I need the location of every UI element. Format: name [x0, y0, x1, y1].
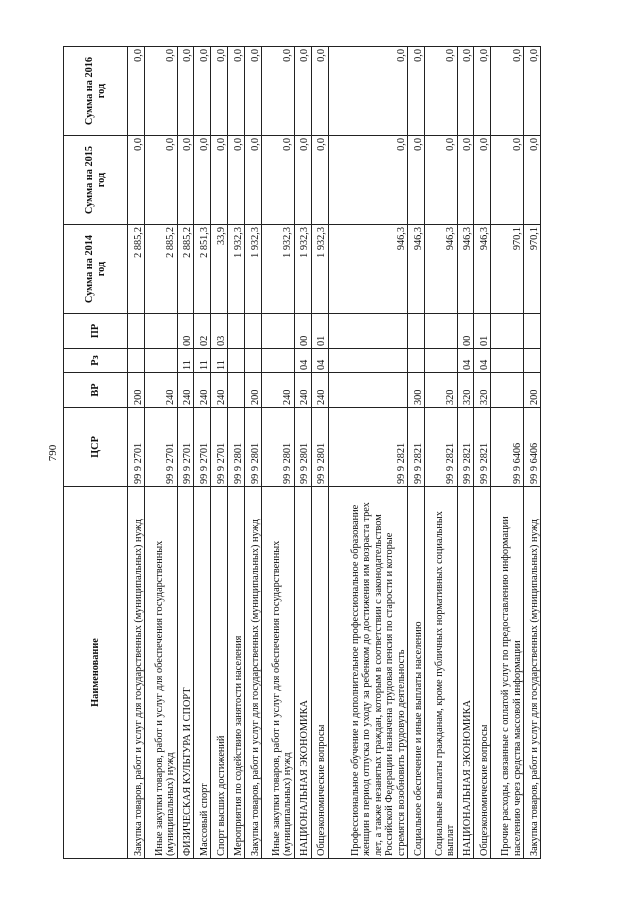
- cell-rz: [424, 349, 457, 373]
- cell-sum-2014: 946,3: [457, 225, 474, 314]
- cell-rz: 04: [474, 349, 491, 373]
- cell-name: Общеэкономические вопросы: [474, 487, 491, 859]
- cell-sum-2016: 0,0: [311, 47, 328, 136]
- cell-csr: 99 9 2821: [424, 408, 457, 487]
- cell-sum-2016: 0,0: [474, 47, 491, 136]
- cell-csr: 99 9 6406: [523, 408, 540, 487]
- header-sum-2016: Сумма на 2016 год: [64, 47, 128, 136]
- cell-sum-2015: 0,0: [262, 136, 295, 225]
- header-vr: ВР: [64, 373, 128, 408]
- table-row: [523, 47, 540, 859]
- cell-sum-2016: 0,0: [144, 47, 177, 136]
- cell-pr: [228, 314, 245, 349]
- table-row: [245, 47, 262, 859]
- cell-csr: 99 9 2701: [144, 408, 177, 487]
- cell-sum-2016: 0,0: [294, 47, 311, 136]
- cell-pr: 01: [474, 314, 491, 349]
- cell-sum-2015: 0,0: [457, 136, 474, 225]
- cell-name: Прочие расходы, связанные с оплатой услуг по предоставлению информации населению через средства массовой информации: [491, 487, 524, 859]
- cell-vr: [228, 373, 245, 408]
- cell-vr: 240: [194, 373, 211, 408]
- header-sum-2014: Сумма на 2014 год: [64, 225, 128, 314]
- cell-sum-2016: 0,0: [262, 47, 295, 136]
- cell-name: Общеэкономические вопросы: [311, 487, 328, 859]
- cell-sum-2015: 0,0: [474, 136, 491, 225]
- cell-sum-2015: 0,0: [311, 136, 328, 225]
- cell-vr: 300: [408, 373, 425, 408]
- cell-rz: [328, 349, 407, 373]
- cell-csr: 99 9 2801: [294, 408, 311, 487]
- table-row: [211, 47, 228, 859]
- cell-name: Иные закупки товаров, работ и услуг для обеспечения государственных (муниципальных) нужд: [144, 487, 177, 859]
- cell-vr: 200: [245, 373, 262, 408]
- cell-pr: [262, 314, 295, 349]
- cell-pr: 00: [294, 314, 311, 349]
- cell-sum-2016: 0,0: [424, 47, 457, 136]
- cell-sum-2015: 0,0: [328, 136, 407, 225]
- cell-sum-2016: 0,0: [228, 47, 245, 136]
- cell-pr: [245, 314, 262, 349]
- cell-sum-2014: 970,1: [523, 225, 540, 314]
- cell-sum-2015: 0,0: [294, 136, 311, 225]
- cell-sum-2015: 0,0: [523, 136, 540, 225]
- cell-sum-2016: 0,0: [328, 47, 407, 136]
- table-row: [457, 47, 474, 859]
- cell-sum-2014: 1 932,3: [262, 225, 295, 314]
- table-header-row: [64, 47, 128, 859]
- cell-name: Иные закупки товаров, работ и услуг для обеспечения государственных (муниципальных) нужд: [262, 487, 295, 859]
- cell-sum-2016: 0,0: [408, 47, 425, 136]
- table-row: [262, 47, 295, 859]
- cell-name: ФИЗИЧЕСКАЯ КУЛЬТУРА И СПОРТ: [177, 487, 194, 859]
- cell-sum-2016: 0,0: [128, 47, 145, 136]
- cell-sum-2016: 0,0: [194, 47, 211, 136]
- cell-sum-2015: 0,0: [408, 136, 425, 225]
- cell-rz: 04: [294, 349, 311, 373]
- cell-sum-2014: 946,3: [408, 225, 425, 314]
- cell-name: Мероприятия по содействию занятости населения: [228, 487, 245, 859]
- cell-vr: 240: [211, 373, 228, 408]
- cell-sum-2016: 0,0: [211, 47, 228, 136]
- cell-sum-2014: 2 885,2: [144, 225, 177, 314]
- cell-sum-2014: 2 885,2: [177, 225, 194, 314]
- table-row: [194, 47, 211, 859]
- cell-pr: 01: [311, 314, 328, 349]
- cell-sum-2014: 946,3: [474, 225, 491, 314]
- cell-sum-2015: 0,0: [424, 136, 457, 225]
- page-number: 790: [47, 444, 59, 462]
- cell-rz: [245, 349, 262, 373]
- cell-sum-2015: 0,0: [245, 136, 262, 225]
- cell-rz: [144, 349, 177, 373]
- cell-rz: 11: [194, 349, 211, 373]
- cell-sum-2016: 0,0: [245, 47, 262, 136]
- cell-vr: 240: [144, 373, 177, 408]
- cell-rz: [228, 349, 245, 373]
- cell-vr: 320: [474, 373, 491, 408]
- cell-pr: [144, 314, 177, 349]
- rotated-table-container: [63, 47, 541, 859]
- cell-vr: [491, 373, 524, 408]
- cell-pr: [491, 314, 524, 349]
- cell-vr: 240: [262, 373, 295, 408]
- table-row: [128, 47, 145, 859]
- cell-csr: 99 9 2821: [328, 408, 407, 487]
- cell-sum-2015: 0,0: [194, 136, 211, 225]
- cell-sum-2014: 2 885,2: [128, 225, 145, 314]
- cell-rz: 11: [211, 349, 228, 373]
- cell-pr: 02: [194, 314, 211, 349]
- cell-csr: 99 9 2801: [245, 408, 262, 487]
- budget-table: [63, 46, 541, 859]
- header-csr: ЦСР: [64, 408, 128, 487]
- cell-pr: 00: [457, 314, 474, 349]
- cell-sum-2015: 0,0: [144, 136, 177, 225]
- cell-csr: 99 9 2701: [194, 408, 211, 487]
- cell-csr: 99 9 2821: [408, 408, 425, 487]
- table-row: [228, 47, 245, 859]
- table-row: [144, 47, 177, 859]
- cell-name: Массовый спорт: [194, 487, 211, 859]
- cell-pr: [424, 314, 457, 349]
- cell-rz: [523, 349, 540, 373]
- cell-pr: 00: [177, 314, 194, 349]
- cell-csr: 99 9 2801: [311, 408, 328, 487]
- cell-name: НАЦИОНАЛЬНАЯ ЭКОНОМИКА: [457, 487, 474, 859]
- cell-vr: 320: [424, 373, 457, 408]
- cell-sum-2015: 0,0: [211, 136, 228, 225]
- cell-sum-2016: 0,0: [457, 47, 474, 136]
- cell-sum-2014: 33,9: [211, 225, 228, 314]
- cell-vr: 320: [457, 373, 474, 408]
- cell-sum-2016: 0,0: [523, 47, 540, 136]
- cell-sum-2014: 946,3: [424, 225, 457, 314]
- cell-sum-2015: 0,0: [228, 136, 245, 225]
- cell-pr: [523, 314, 540, 349]
- cell-csr: 99 9 2821: [457, 408, 474, 487]
- cell-sum-2014: 946,3: [328, 225, 407, 314]
- cell-name: Социальное обеспечение и иные выплаты населению: [408, 487, 425, 859]
- cell-sum-2014: 1 932,3: [245, 225, 262, 314]
- cell-vr: [328, 373, 407, 408]
- cell-name: Закупка товаров, работ и услуг для государственных (муниципальных) нужд: [523, 487, 540, 859]
- cell-csr: 99 9 6406: [491, 408, 524, 487]
- cell-vr: 240: [311, 373, 328, 408]
- cell-pr: [128, 314, 145, 349]
- cell-name: Спорт высших достижений: [211, 487, 228, 859]
- cell-rz: 04: [311, 349, 328, 373]
- table-row: [424, 47, 457, 859]
- cell-name: Социальные выплаты гражданам, кроме публичных нормативных социальных выплат: [424, 487, 457, 859]
- header-name: Наименование: [64, 487, 128, 859]
- cell-name: Закупка товаров, работ и услуг для государственных (муниципальных) нужд: [128, 487, 145, 859]
- cell-pr: 03: [211, 314, 228, 349]
- cell-csr: 99 9 2701: [211, 408, 228, 487]
- cell-csr: 99 9 2701: [128, 408, 145, 487]
- cell-vr: 200: [523, 373, 540, 408]
- table-row: [328, 47, 407, 859]
- cell-pr: [408, 314, 425, 349]
- cell-vr: 240: [177, 373, 194, 408]
- cell-name: НАЦИОНАЛЬНАЯ ЭКОНОМИКА: [294, 487, 311, 859]
- table-row: [408, 47, 425, 859]
- table-row: [311, 47, 328, 859]
- cell-rz: [262, 349, 295, 373]
- cell-sum-2015: 0,0: [177, 136, 194, 225]
- cell-vr: 200: [128, 373, 145, 408]
- cell-rz: [408, 349, 425, 373]
- cell-name: Закупка товаров, работ и услуг для государственных (муниципальных) нужд: [245, 487, 262, 859]
- cell-csr: 99 9 2801: [262, 408, 295, 487]
- cell-sum-2014: 2 851,3: [194, 225, 211, 314]
- table-row: [491, 47, 524, 859]
- table-row: [474, 47, 491, 859]
- cell-rz: 04: [457, 349, 474, 373]
- cell-sum-2015: 0,0: [128, 136, 145, 225]
- cell-csr: 99 9 2701: [177, 408, 194, 487]
- cell-sum-2015: 0,0: [491, 136, 524, 225]
- cell-name: Профессиональное обучение и дополнительное профессиональное образование женщин в период отпуска по уходу за ребенком до достижения им возраста трех лет, а также незанятых граждан, которым в соответствии с законодательством Российской Федерации назначена трудовая пенсия по старости и которые стремятся возобновить трудовую деятельность: [328, 487, 407, 859]
- table-row: [177, 47, 194, 859]
- header-sum-2015: Сумма на 2015 год: [64, 136, 128, 225]
- cell-sum-2014: 970,1: [491, 225, 524, 314]
- cell-csr: 99 9 2801: [228, 408, 245, 487]
- cell-sum-2014: 1 932,3: [228, 225, 245, 314]
- cell-rz: [128, 349, 145, 373]
- cell-sum-2016: 0,0: [491, 47, 524, 136]
- header-rz: Рз: [64, 349, 128, 373]
- cell-sum-2014: 1 932,3: [294, 225, 311, 314]
- cell-pr: [328, 314, 407, 349]
- cell-vr: 240: [294, 373, 311, 408]
- cell-sum-2014: 1 932,3: [311, 225, 328, 314]
- cell-sum-2016: 0,0: [177, 47, 194, 136]
- table-row: [294, 47, 311, 859]
- cell-rz: 11: [177, 349, 194, 373]
- cell-rz: [491, 349, 524, 373]
- cell-csr: 99 9 2821: [474, 408, 491, 487]
- header-pr: ПР: [64, 314, 128, 349]
- table-body: [128, 47, 541, 859]
